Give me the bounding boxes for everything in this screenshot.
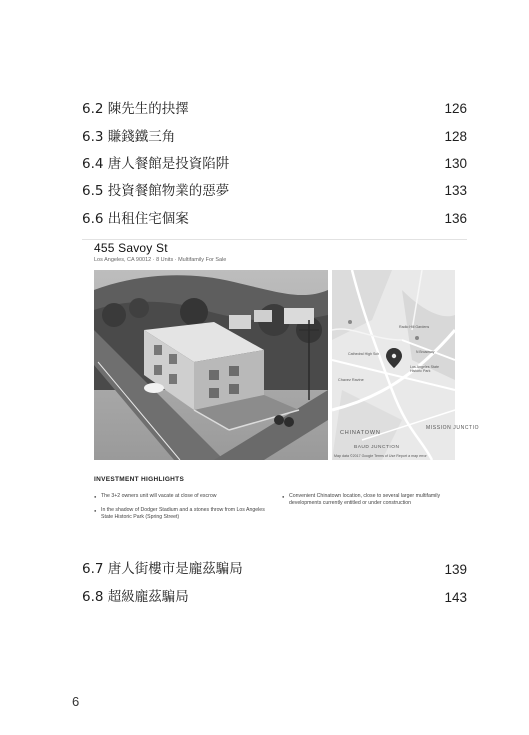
toc-entry-title: 6.4 唐人餐館是投資陷阱: [82, 156, 230, 172]
toc-entry-page: 126: [444, 101, 467, 116]
map-label-mission-junction: MISSION JUNCTIO: [426, 425, 480, 431]
toc-entry-title: 6.8 超級龐茲騙局: [82, 589, 189, 605]
map-label-baud-junction: BAUD JUNCTION: [354, 445, 400, 450]
toc-entry-page: 133: [444, 183, 467, 198]
highlights-heading: INVESTMENT HIGHLIGHTS: [94, 476, 185, 483]
location-map[interactable]: [332, 270, 480, 460]
property-photo-drawing: [94, 270, 328, 460]
property-photo: [94, 270, 328, 460]
map-label-state-park: Los Angeles State Historic Park: [410, 365, 439, 374]
page-number: 6: [72, 694, 80, 709]
listing-title: 455 Savoy St: [94, 241, 168, 255]
toc-entry-6-2[interactable]: [82, 97, 467, 117]
toc-entry-page: 130: [444, 156, 467, 171]
map-label-chinatown: CHINATOWN: [340, 430, 381, 436]
highlight-item: ● In the shadow of Dodger Stadium and a stones throw from Los Angeles State Historic Park (Spring Street): [94, 507, 269, 521]
listing-card: [82, 236, 480, 536]
map-label-radio-hill: Radio Hill Gardens: [399, 325, 430, 329]
map-label-chavez-ravine: Chavez Ravine: [338, 378, 364, 382]
toc-entry-6-3[interactable]: [82, 125, 467, 145]
toc-entry-title: 6.3 賺錢鐵三角: [82, 129, 176, 145]
highlight-item: ● Convenient Chinatown location, close to several larger multifamily developments currently entitled or under construction: [282, 493, 460, 507]
toc-entry-title: 6.2 陳先生的抉擇: [82, 101, 189, 117]
toc-entry-6-6[interactable]: [82, 207, 467, 227]
map-label-cathedral-high: Cathedral High Sch: [348, 352, 380, 356]
card-divider: [82, 239, 467, 240]
toc-entry-title: 6.5 投資餐館物業的惡夢: [82, 183, 230, 199]
toc-entry-6-4[interactable]: [82, 152, 467, 172]
map-label-north-broadway: N Broadway: [416, 350, 435, 354]
map-attribution[interactable]: Map data ©2017 Google Terms of Use Report a map error: [334, 454, 427, 458]
toc-entry-title: 6.7 唐人街樓市是龐茲騙局: [82, 561, 243, 577]
toc-entry-page: 136: [444, 211, 467, 226]
toc-entry-page: 143: [444, 590, 467, 605]
highlight-item: ● The 3+2 owners unit will vacate at close of escrow: [94, 493, 269, 500]
toc-entry-title: 6.6 出租住宅個案: [82, 211, 189, 227]
toc-entry-page: 128: [444, 129, 467, 144]
listing-subtitle: Los Angeles, CA 90012 · 8 Units · Multifamily For Sale: [94, 257, 227, 263]
toc-entry-6-5[interactable]: [82, 179, 467, 199]
toc-entry-6-8[interactable]: [82, 585, 467, 605]
toc-entry-6-7[interactable]: [82, 557, 467, 577]
toc-entry-page: 139: [444, 562, 467, 577]
